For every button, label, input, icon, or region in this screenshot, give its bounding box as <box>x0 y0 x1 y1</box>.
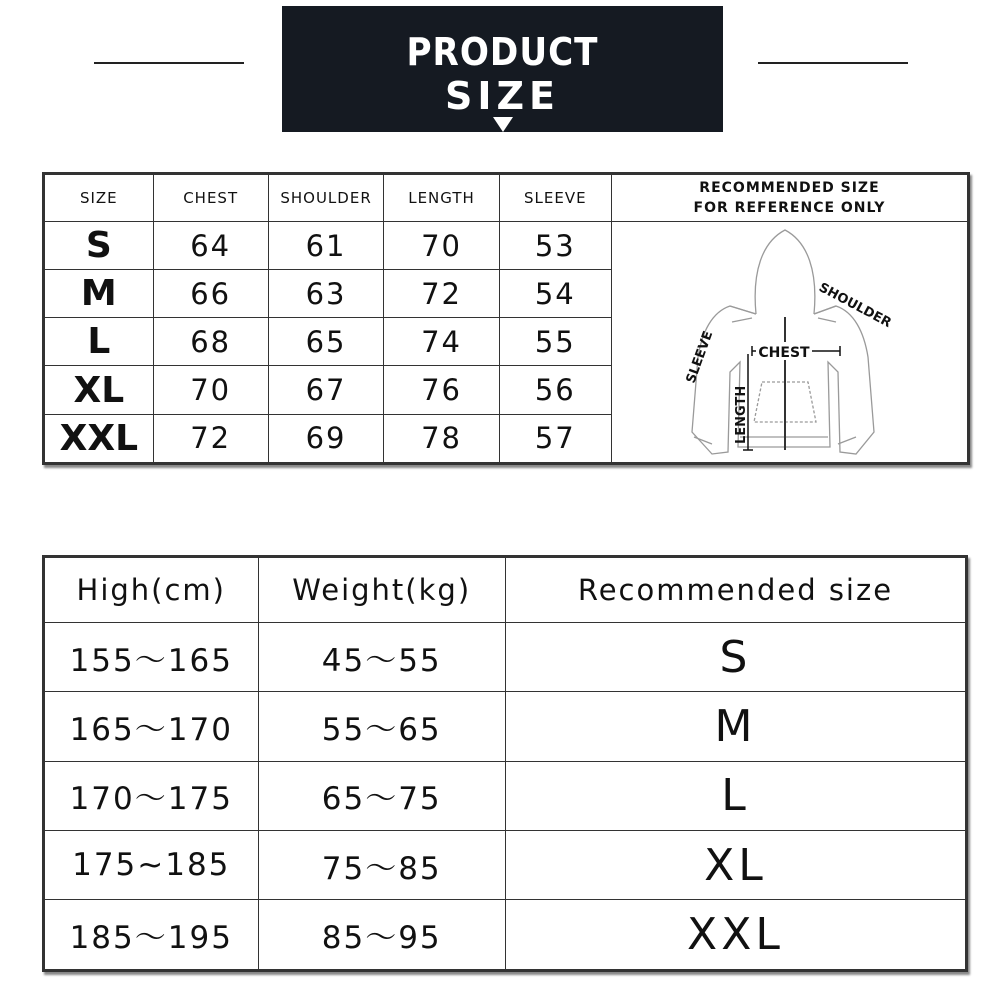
title-line-2: SIZE <box>444 74 561 118</box>
recommended-size-cell: S <box>505 623 966 692</box>
height-cell: 165～170 <box>44 692 259 761</box>
recommended-size-cell: XL <box>505 830 966 899</box>
recommended-size-cell: M <box>505 692 966 761</box>
size-cell: XL <box>44 366 154 414</box>
header-height: High(cm) <box>44 557 259 623</box>
header-recommended-size: Recommended size <box>505 557 966 623</box>
length-cell: 78 <box>384 414 499 463</box>
length-label: LENGTH <box>733 385 749 444</box>
sleeve-label: SLEEVE <box>683 329 717 386</box>
recommended-size-cell: XXL <box>505 900 966 971</box>
weight-cell: 65～75 <box>258 761 505 830</box>
shoulder-seams <box>730 306 836 322</box>
shoulder-cell: 69 <box>268 414 384 463</box>
length-cell: 72 <box>384 270 499 318</box>
sleeve-cell: 55 <box>499 318 611 366</box>
chest-cell: 70 <box>153 366 268 414</box>
down-arrow-icon <box>493 117 513 132</box>
shoulder-cell: 67 <box>268 366 384 414</box>
size-cell: S <box>44 222 154 270</box>
height-cell: 170～175 <box>44 761 259 830</box>
height-cell: 155～165 <box>44 623 259 692</box>
shoulder-cell: 63 <box>268 270 384 318</box>
chest-cell: 66 <box>153 270 268 318</box>
chest-cell: 64 <box>153 222 268 270</box>
height-cell: 185～195 <box>44 900 259 971</box>
weight-cell: 85～95 <box>258 900 505 971</box>
header-recommended <box>611 174 968 222</box>
table-row <box>44 830 967 899</box>
height-cell: 175~185 <box>44 830 259 899</box>
header-length: LENGTH <box>384 174 499 222</box>
length-cell: 70 <box>384 222 499 270</box>
body-outline <box>692 306 874 454</box>
chest-label: CHEST <box>758 345 810 361</box>
size-cell: L <box>44 318 154 366</box>
table-row <box>44 900 967 971</box>
shoulder-cell: 61 <box>268 222 384 270</box>
size-cell: XXL <box>44 414 154 463</box>
hoodie-diagram <box>612 222 967 462</box>
shoulder-cell: 65 <box>268 318 384 366</box>
sleeve-cell: 53 <box>499 222 611 270</box>
length-cell: 74 <box>384 318 499 366</box>
sleeve-cell: 56 <box>499 366 611 414</box>
header-weight: Weight(kg) <box>258 557 505 623</box>
header-rule-right <box>758 62 908 64</box>
table-row <box>44 623 967 692</box>
hood-outline <box>755 230 815 314</box>
ribbing <box>694 437 856 444</box>
size-chart-table <box>42 172 970 465</box>
size-cell: M <box>44 270 154 318</box>
sleeve-cell: 57 <box>499 414 611 463</box>
header-sleeve: SLEEVE <box>499 174 611 222</box>
table-row <box>44 692 967 761</box>
header-chest: CHEST <box>153 174 268 222</box>
chest-cell: 72 <box>153 414 268 463</box>
recommended-line-1: RECOMMENDED SIZE <box>699 180 880 196</box>
header-size: SIZE <box>44 174 154 222</box>
weight-cell: 55～65 <box>258 692 505 761</box>
shoulder-label: SHOULDER <box>816 280 894 332</box>
hoodie-diagram-cell <box>611 222 968 464</box>
table-row <box>44 761 967 830</box>
header-rule-left <box>94 62 244 64</box>
fit-chart-header-row <box>44 557 967 623</box>
weight-cell: 75～85 <box>258 830 505 899</box>
length-cell: 76 <box>384 366 499 414</box>
sleeve-cell: 54 <box>499 270 611 318</box>
header-shoulder: SHOULDER <box>268 174 384 222</box>
fit-chart-table <box>42 555 968 972</box>
size-chart-header-row <box>44 174 969 222</box>
table-row <box>44 222 969 270</box>
title-banner <box>282 6 723 132</box>
weight-cell: 45～55 <box>258 623 505 692</box>
chest-cell: 68 <box>153 318 268 366</box>
title-line-1: PRODUCT <box>406 30 599 74</box>
recommended-size-cell: L <box>505 761 966 830</box>
recommended-line-2: FOR REFERENCE ONLY <box>693 200 886 216</box>
